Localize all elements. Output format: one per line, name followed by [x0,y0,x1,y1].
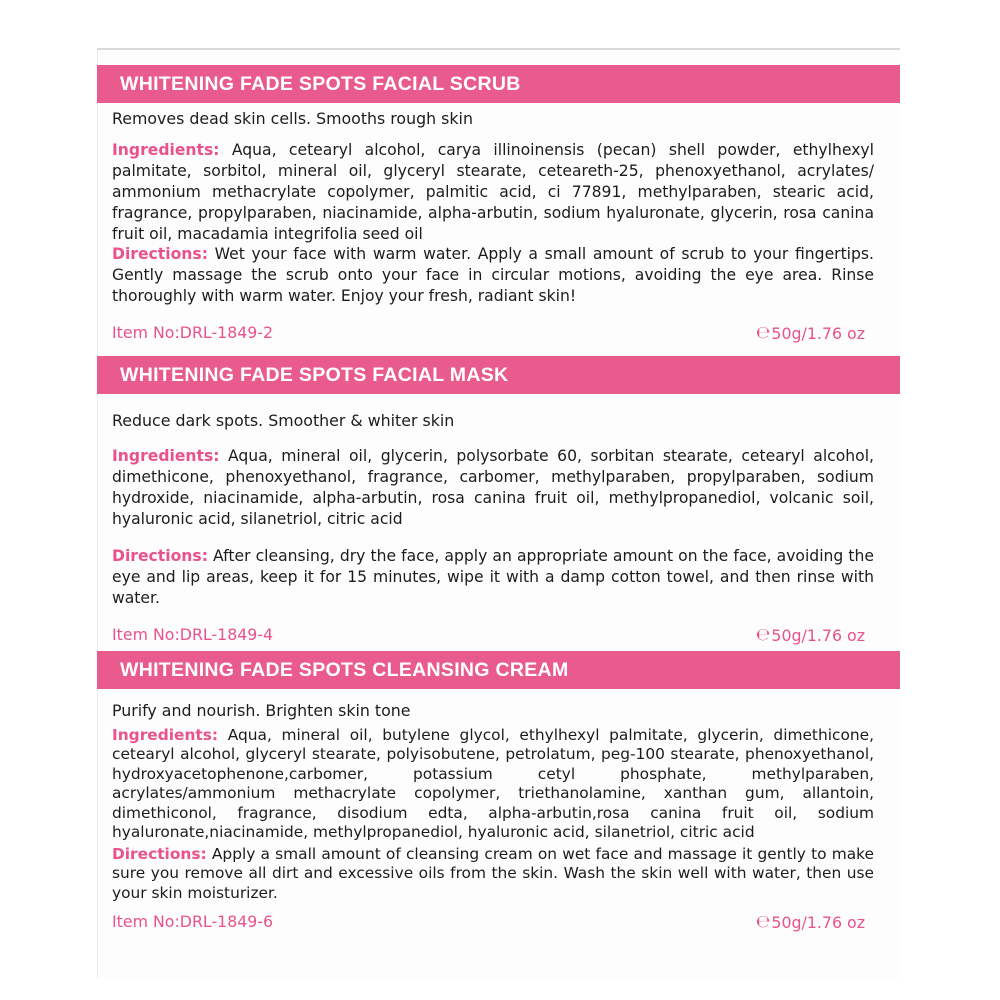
tagline-mask: Reduce dark spots. Smoother & whiter skin [112,411,455,430]
directions-text: Wet your face with warm water. Apply a small amount of scrub to your fingertips. Gently massage the scrub onto your face in circular motions, avoiding the eye area. Rinse thoroughly with warm water. Enjoy your fresh, radiant skin! [112,245,874,305]
directions-text: Apply a small amount of cleansing cream on wet face and massage it gently to make sure you remove all dirt and excessive oils from the skin. Wash the skin well with water, then use your skin moisturizer. [112,845,874,902]
directions-text: After cleansing, dry the face, apply an appropriate amount on the face, avoiding the eye and lip areas, keep it for 15 minutes, wipe it with a damp cotton towel, and then rinse with water. [112,547,874,607]
directions-mask [112,546,874,609]
ingredients-cleansing-cream [112,726,874,842]
ingredients-label: Ingredients: [112,141,220,159]
top-divider [97,48,900,50]
section-title-scrub: WHITENING FADE SPOTS FACIAL SCRUB [97,65,900,103]
directions-label: Directions: [112,245,208,263]
net-weight-mask [756,625,865,645]
directions-label: Directions: [112,845,207,863]
estimated-sign-icon: ℮ [755,625,771,645]
ingredients-label: Ingredients: [112,726,219,744]
estimated-sign-icon: ℮ [755,912,771,932]
ingredients-scrub [112,140,874,245]
section-title-cleansing-cream: WHITENING FADE SPOTS CLEANSING CREAM [97,651,900,689]
ingredients-text: Aqua, cetearyl alcohol, carya illinoinensis (pecan) shell powder, ethylhexyl palmitate, sorbitol, mineral oil, glyceryl stearate, ceteareth-25, phenoxyethanol, acrylates/ ammonium methacrylate copolymer, palmitic acid, ci 77891, methylparaben, stearic acid, fragrance, propylparaben, niacinamide, alpha-arbutin, sodium hyaluronate, glycerin, rosa canina fruit oil, macadamia integrifolia seed oil [112,141,874,243]
weight-value: 50g/1.76 oz [771,625,865,645]
net-weight-cleansing-cream [756,912,865,932]
ingredients-text: Aqua, mineral oil, butylene glycol, ethylhexyl palmitate, glycerin, dimethicone, cetearyl alcohol, glyceryl stearate, polyisobutene, petrolatum, peg-100 stearate, phenoxyethanol, hydroxyacetophenone,carbomer, potassium cetyl phosphate, methylparaben, acrylates/ammonium methacrylate copolymer, triethanolamine, xanthan gum, allantoin, dimethiconol, fragrance, disodium edta, alpha-arbutin,rosa canina fruit oil, sodium hyaluronate,niacinamide, methylpropanediol, hyaluronic acid, silanetriol, citric acid [112,726,874,842]
item-number-cleansing-cream: Item No:DRL-1849-6 [112,912,274,931]
directions-scrub [112,244,874,307]
estimated-sign-icon: ℮ [755,323,771,343]
ingredients-text: Aqua, mineral oil, glycerin, polysorbate 60, sorbitan stearate, cetearyl alcohol, dimethicone, phenoxyethanol, fragrance, carbomer, methylparaben, propylparaben, sodium hydroxide, niacinamide, alpha-arbutin, rosa canina fruit oil, methylpropanediol, volcanic soil, hyaluronic acid, silanetriol, citric acid [112,447,874,528]
item-number-scrub: Item No:DRL-1849-2 [112,323,274,342]
directions-label: Directions: [112,547,208,565]
tagline-cleansing-cream: Purify and nourish. Brighten skin tone [112,701,411,720]
tagline-scrub: Removes dead skin cells. Smooths rough skin [112,109,473,128]
weight-value: 50g/1.76 oz [771,912,865,932]
ingredients-label: Ingredients: [112,447,220,465]
ingredients-mask [112,446,874,530]
directions-cleansing-cream [112,845,874,903]
item-number-mask: Item No:DRL-1849-4 [112,625,274,644]
section-title-mask: WHITENING FADE SPOTS FACIAL MASK [97,356,900,394]
net-weight-scrub [756,323,865,343]
weight-value: 50g/1.76 oz [771,323,865,343]
